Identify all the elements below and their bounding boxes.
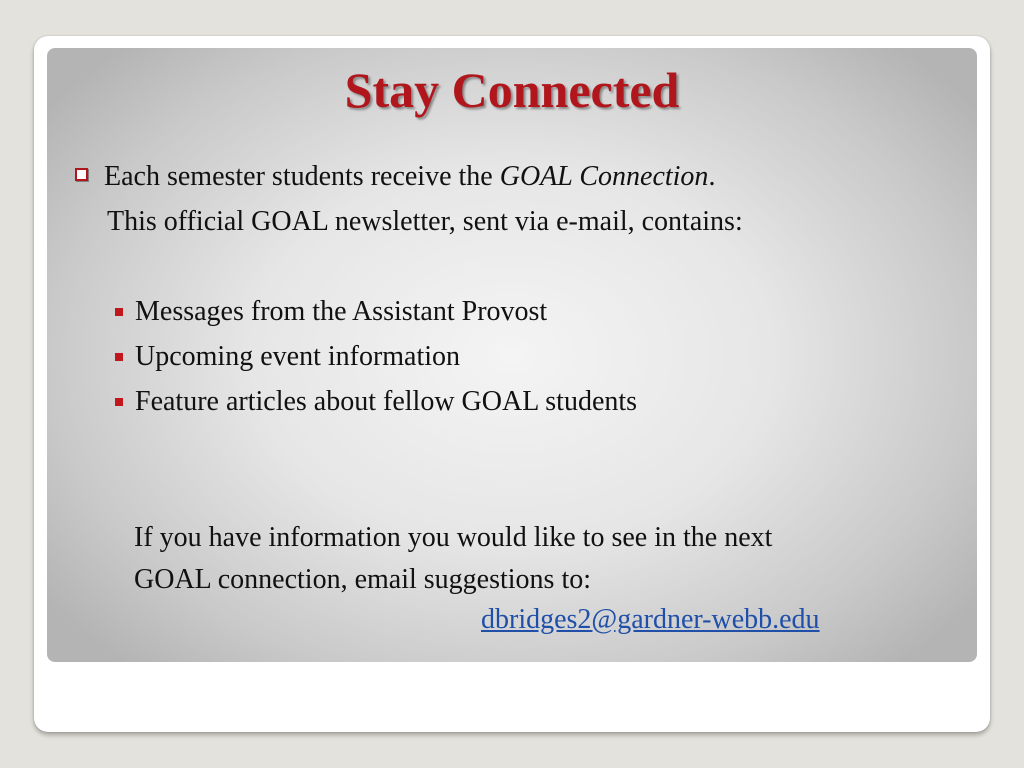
goal-italic: GOAL — [499, 161, 573, 192]
filled-square-bullet-icon — [115, 398, 123, 406]
intro-line-2-suffix: newsletter, sent via e-mail, contains: — [327, 206, 743, 237]
goal-text: GOAL — [461, 386, 539, 417]
bullet-item-3-prefix: Feature articles about fellow — [135, 386, 462, 417]
closing-line-2-suffix: connection, email suggestions to: — [210, 564, 592, 595]
hollow-square-bullet-icon — [75, 168, 88, 181]
goal-text: GOAL — [251, 206, 328, 237]
email-link[interactable]: dbridges2@gardner-webb.edu — [481, 604, 820, 635]
filled-square-bullet-icon — [115, 308, 123, 316]
intro-line-2-prefix: This official — [107, 206, 252, 237]
bullet-item-1: Messages from the Assistant Provost — [135, 296, 548, 327]
intro-line-2 — [107, 205, 743, 239]
goal-text: GOAL — [134, 564, 211, 595]
connection-italic: Connection — [572, 161, 709, 192]
closing-line-2 — [134, 563, 591, 597]
intro-line-1-suffix: . — [708, 161, 716, 192]
slide-title: Stay Connected — [344, 62, 680, 118]
intro-line-1 — [104, 160, 715, 194]
filled-square-bullet-icon — [115, 353, 123, 361]
bullet-item-3-suffix: students — [538, 386, 638, 417]
email-row — [481, 603, 820, 637]
bullet-item-2: Upcoming event information — [135, 341, 461, 372]
bullet-item-3 — [135, 385, 637, 419]
intro-line-1-prefix: Each semester students receive the — [104, 161, 500, 192]
closing-line-1: If you have information you would like to see in the next — [134, 522, 773, 553]
